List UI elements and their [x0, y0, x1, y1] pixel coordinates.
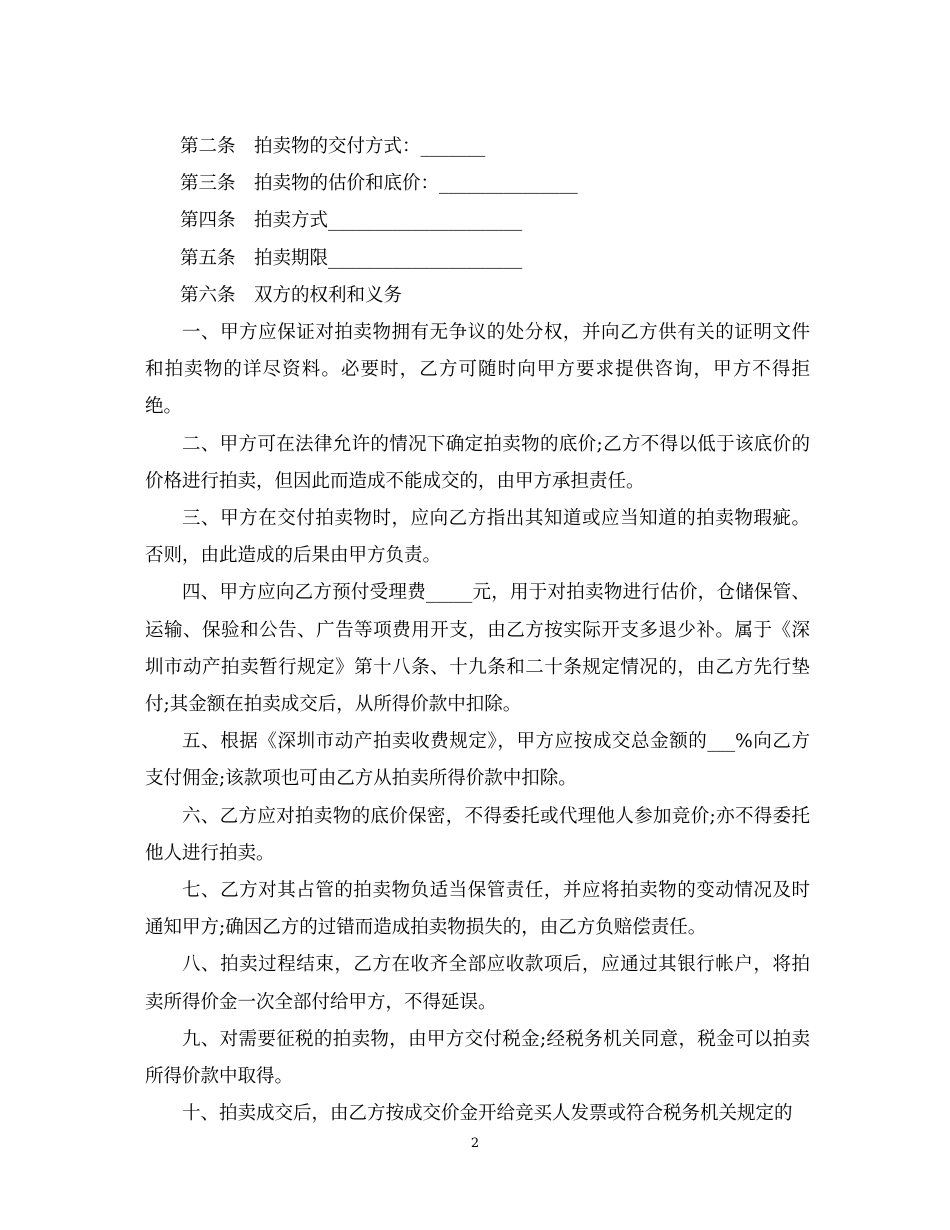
paragraph-9: 九、对需要征税的拍卖物，由甲方交付税金;经税务机关同意，税金可以拍卖所得价款中取得。 — [145, 1028, 810, 1088]
paragraph-7: 七、乙方对其占管的拍卖物负适当保管责任，并应将拍卖物的变动情况及时通知甲方;确因乙方的过错而造成拍卖物损失的，由乙方负赔偿责任。 — [145, 880, 810, 939]
document-body — [145, 128, 810, 1132]
paragraph-1: 一、甲方应保证对拍卖物拥有无争议的处分权，并向乙方供有关的证明文件和拍卖物的详尽资料。必要时，乙方可随时向甲方要求提供咨询，甲方不得拒绝。 — [145, 322, 810, 418]
paragraph-2: 二、甲方可在法律允许的情况下确定拍卖物的底价;乙方不得以低于该底价的价格进行拍卖，但因此而造成不能成交的，由甲方承担责任。 — [145, 433, 810, 492]
paragraph-3: 三、甲方在交付拍卖物时，应向乙方指出其知道或应当知道的拍卖物瑕疵。否则，由此造成的后果由甲方负责。 — [145, 508, 810, 567]
page-number: 2 — [470, 1136, 480, 1151]
clause-rights-obligations: 第六条 双方的权利和义务 — [180, 284, 403, 306]
paragraph-8: 八、拍卖过程结束，乙方在收齐全部应收款项后，应通过其银行帐户，将拍卖所得价金一次全部付给甲方，不得延误。 — [145, 954, 810, 1013]
clause-delivery-method: 第二条 拍卖物的交付方式：_______ — [180, 136, 486, 157]
paragraph-10: 十、拍卖成交后，由乙方按成交价金开给竞买人发票或符合税务机关规定的 — [182, 1103, 793, 1125]
paragraph-6: 六、乙方应对拍卖物的底价保密，不得委托或代理他人参加竞价;亦不得委托他人进行拍卖。 — [145, 805, 810, 864]
clause-valuation-reserve-price: 第三条 拍卖物的估价和底价：_______________ — [180, 173, 578, 195]
paragraph-5: 五、根据《深圳市动产拍卖收费规定》，甲方应按成交总金额的___%向乙方支付佣金;该款项也可由乙方从拍卖所得价款中扣除。 — [145, 731, 810, 790]
clause-auction-period: 第五条 拍卖期限_____________________ — [180, 247, 523, 269]
clause-auction-method: 第四条 拍卖方式_____________________ — [180, 210, 523, 232]
paragraph-4: 四、甲方应向乙方预付受理费_____元，用于对拍卖物进行估价，仓储保管、运输、保验和公告、广告等项费用开支，由乙方按实际开支多退少补。属于《深圳市动产拍卖暂行规定》第十八条、十九条和二十条规定情况的，由乙方先行垫付;其金额在拍卖成交后，从所得价款中扣除。 — [145, 582, 810, 716]
